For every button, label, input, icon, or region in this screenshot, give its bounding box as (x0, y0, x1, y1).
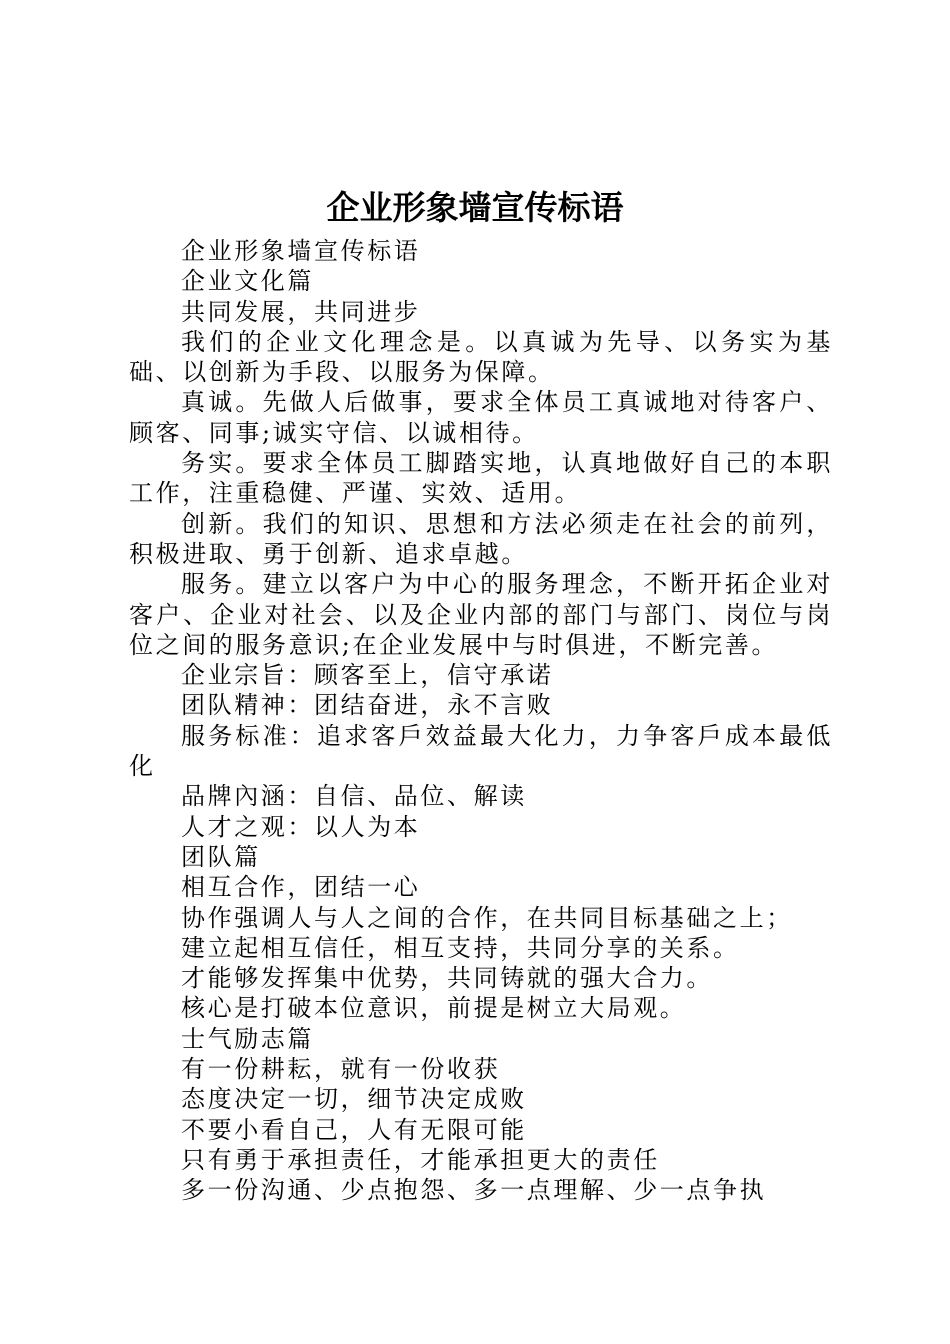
paragraph: 协作强调人与人之间的合作，在共同目标基础之上； (181, 903, 793, 932)
section-heading: 企业文化篇 (181, 267, 314, 296)
slogan: 相互合作，团结一心 (181, 873, 421, 902)
paragraph: 创新。我们的知识、思想和方法必须走在社会的前列，积极进取、勇于创新、追求卓越。 (129, 509, 833, 568)
slogan: 不要小看自己，人有无限可能 (181, 1115, 527, 1144)
paragraph: 人才之观：以人为本 (181, 812, 421, 841)
document-title: 企业形象墙宣传标语 (326, 188, 624, 227)
paragraph: 我们的企业文化理念是。以真诚为先导、以务实为基础、以创新为手段、以服务为保障。 (129, 327, 833, 387)
paragraph: 核心是打破本位意识，前提是树立大局观。 (181, 994, 687, 1023)
slogan: 共同发展，共同进步 (181, 297, 421, 326)
section-heading: 团队篇 (181, 842, 261, 871)
slogan: 有一份耕耘，就有一份收获 (181, 1055, 501, 1084)
paragraph: 品牌內涵：自信、品位、解读 (181, 782, 527, 811)
paragraph: 服务。建立以客户为中心的服务理念，不断开拓企业对客户、企业对社会、以及企业内部的部门与部门、岗位与岗位之间的服务意识;在企业发展中与时俱进，不断完善。 (129, 570, 833, 659)
paragraph: 才能够发挥集中优势，共同铸就的强大合力。 (181, 964, 713, 993)
paragraph: 服务标准：追求客戶效益最大化力，力争客戶成本最低化 (129, 721, 833, 781)
section-heading: 士气励志篇 (181, 1024, 314, 1053)
paragraph: 建立起相互信任，相互支持，共同分享的关系。 (181, 933, 740, 962)
slogan: 多一份沟通、少点抱怨、多一点理解、少一点争执 (181, 1176, 767, 1205)
paragraph: 企业宗旨：顾客至上，信守承诺 (181, 661, 554, 690)
paragraph: 团队精神：团结奋进，永不言败 (181, 691, 554, 720)
slogan: 态度决定一切，细节决定成败 (181, 1085, 527, 1114)
paragraph: 真诚。先做人后做事，要求全体员工真诚地对待客户、顾客、同事;诚实守信、以诚相待。 (129, 388, 833, 447)
paragraph: 企业形象墙宣传标语 (181, 237, 421, 265)
slogan: 只有勇于承担责任，才能承担更大的责任 (181, 1145, 660, 1174)
paragraph: 务实。要求全体员工脚踏实地，认真地做好自己的本职工作，注重稳健、严谨、实效、适用。 (129, 449, 833, 508)
document-body (129, 236, 833, 1206)
